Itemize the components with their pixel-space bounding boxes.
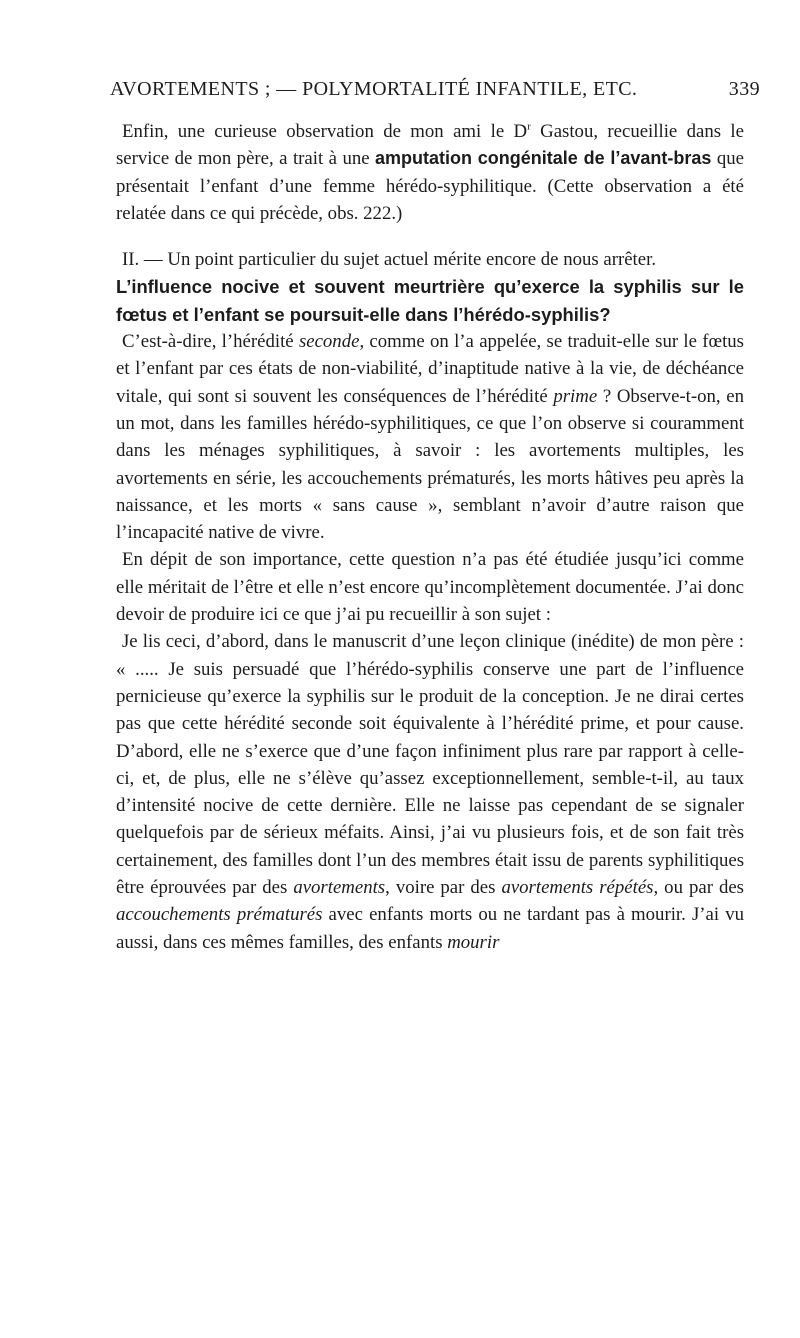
paragraph-lecon-clinique (116, 628, 744, 956)
text-run: Je lis ceci, d’abord, dans le manuscrit d’une leçon clinique (inédite) de mon père : « ..... Je suis persuadé que l’hérédo-syphilis conserve une part de l’influence pernicieuse qu’exerce la syphilis sur le produit de la conception. Je ne dirai certes pas que cette hérédité seconde soit équivalente à l’hérédité prime, et pour cause. D’abord, elle ne s’exerce que d’une façon infiniment plus rare par rapport à celle-ci, et, de plus, elle ne s’élève qu’assez exceptionnellement, semble-t-il, au taux d’intensité nocive de cette dernière. Elle ne laisse pas cependant de se signaler quelquefois par de sérieux méfaits. Ainsi, j’ai vu plusieurs fois, et de son fait très certainement, des familles dont l’un des membres était issu de parents syphilitiques être éprouvées par des (116, 631, 744, 899)
italic-term: prime (553, 385, 598, 407)
paragraph-section-ii: II. — Un point particulier du sujet actuel mérite encore de nous arrêter. (122, 249, 657, 271)
text-run: , comme on l’a appelée, se traduit-elle sur le fœtus et l’enfant par ces états de non-viabilité, d’inaptitude native à la vie, de déchéance vitale, qui sont si souvent les conséquences de l’hérédité (116, 331, 744, 407)
italic-term: seconde (298, 331, 360, 353)
paragraph-gap (116, 227, 744, 246)
running-title: AVORTEMENTS ; — POLYMORTALITÉ INFANTILE, ETC. (110, 78, 638, 100)
page-number: 339 (728, 78, 760, 100)
superscript: r (527, 120, 531, 133)
text-run: Enfin, une curieuse observation de mon ami le D (122, 121, 528, 142)
italic-term: accouchements prématurés (116, 904, 323, 926)
text-run: C’est-à-dire, l’hérédité (122, 331, 299, 353)
text-run: , voire par des (385, 877, 502, 899)
paragraph-observation (116, 118, 744, 227)
text-run: que présentait l’enfant d’une femme hérédo-syphilitique. (Cette observation a été relatée dans ce qui précède, obs. 222.) (116, 148, 744, 224)
text-run: , ou par des (653, 877, 744, 899)
text-run: avec enfants morts ou ne tardant pas à mourir. J’ai vu aussi, dans ces mêmes familles, des enfants (116, 904, 744, 953)
paragraph-depit: En dépit de son importance, cette question n’a pas été étudiée jusqu’ici comme elle méritait de l’être et elle n’est encore qu’incomplètement documentée. J’ai donc devoir de produire ici ce que j’ai pu recueillir à son sujet : (116, 549, 744, 626)
text-run: ? Observe-t-on, en un mot, dans les familles hérédo-syphilitiques, ce que l’on observe si couramment dans les ménages syphilitiques, à savoir : les avortements multiples, les avortements en série, les accouchements prématurés, les morts hâtives peu après la naissance, et les morts « sans cause », semblant n’avoir d’autre raison que l’incapacité native de vivre. (116, 385, 744, 544)
paragraph-heredite-seconde (116, 328, 744, 546)
italic-term: mourir (447, 931, 500, 953)
section-question-heading: L’influence nocive et souvent meurtrière qu’exerce la syphilis sur le fœtus et l’enfant se poursuit-elle dans l’hérédo-syphilis? (116, 276, 744, 325)
italic-term: avortements (293, 877, 386, 899)
page-body (116, 118, 744, 956)
running-header (110, 78, 760, 101)
text-run: Gastou, recueillie dans le service de mon père, a trait à une (116, 121, 744, 170)
bold-term: amputation congénitale de l’avant-bras (375, 148, 712, 169)
italic-term: avortements répétés (501, 877, 654, 899)
